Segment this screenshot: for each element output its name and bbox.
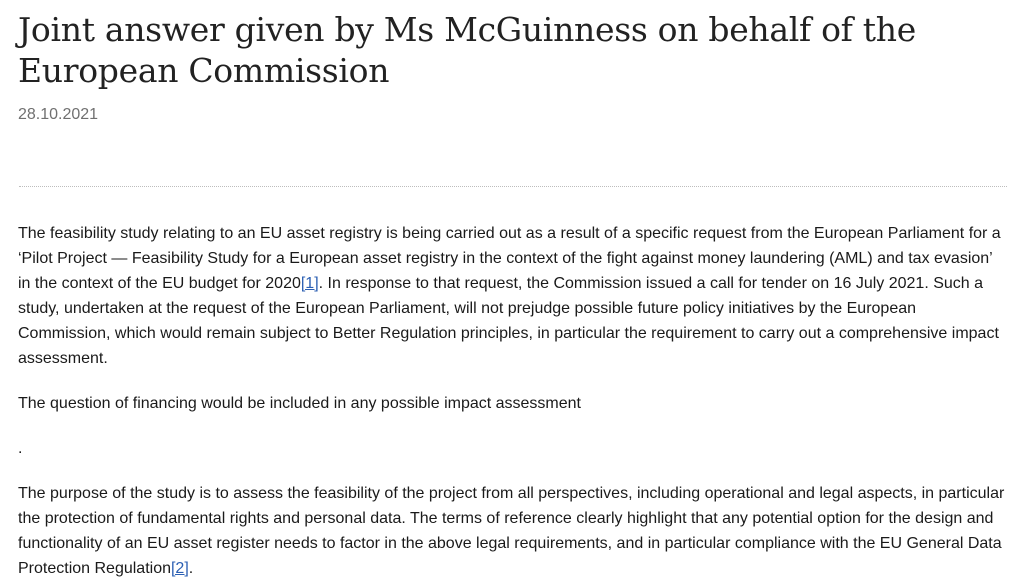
publication-date: 28.10.2021 <box>18 106 99 123</box>
paragraph-1-text-b: . In response to that request, the Commission issued a call for tender on 16 July 2021. Such a study, undertaken at the request of the European Parliament, will not prejudge possible future policy initiatives by the European Commission, which would remain subject to Better Regulation principles, in particular the requirement to carry out a comprehensive impact assessment. <box>18 275 999 367</box>
answer-paragraph-3: . <box>18 440 23 457</box>
footnote-link-2[interactable]: [2] <box>170 560 189 577</box>
answer-paragraph-1 <box>18 221 1008 371</box>
page-title: Joint answer given by Ms McGuinness on behalf of the European Commission <box>18 10 916 90</box>
paragraph-4-text-a: The purpose of the study is to assess the feasibility of the project from all perspectives, including operational and legal aspects, in particular the protection of fundamental rights and personal data. The terms of reference clearly highlight that any potential option for the design and functionality of an EU asset register needs to factor in the above legal requirements, and in particular compliance with the EU General Data Protection Regulation <box>18 485 1005 577</box>
paragraph-1-text-a: The feasibility study relating to an EU asset registry is being carried out as a result of a specific request from the European Parliament for a ‘Pilot Project — Feasibility Study for a European asset registry in the context of the fight against money laundering (AML) and tax evasion’ in the context of the EU budget for 2020 <box>18 225 1001 292</box>
divider <box>19 186 1007 187</box>
answer-paragraph-4 <box>18 481 1008 581</box>
paragraph-4-text-b: . <box>188 560 194 577</box>
answer-paragraph-2: The question of financing would be included in any possible impact assessment <box>18 395 581 412</box>
footnote-link-1[interactable]: [1] <box>300 275 319 292</box>
document-page <box>18 0 1008 581</box>
